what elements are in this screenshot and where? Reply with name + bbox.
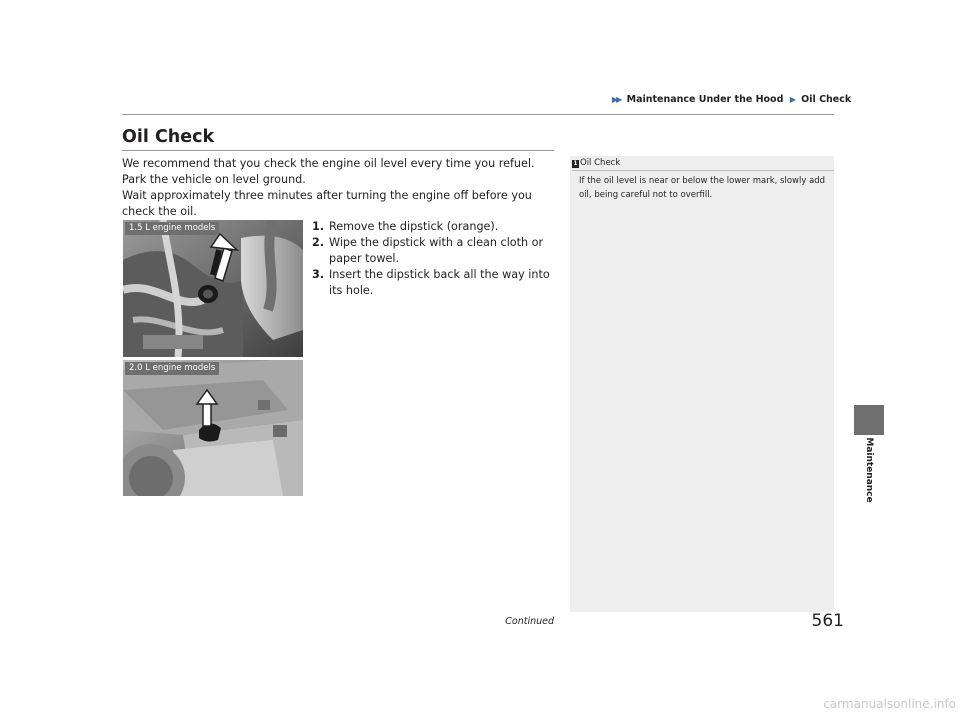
page-number: 561	[811, 611, 844, 631]
step-list	[312, 219, 556, 299]
step-item	[312, 235, 556, 267]
note-panel	[570, 156, 834, 612]
step-text: Insert the dipstick back all the way into its hole.	[329, 268, 550, 297]
step-text: Wipe the dipstick with a clean cloth or paper towel.	[329, 236, 544, 265]
section-tab-label: Maintenance	[864, 437, 874, 503]
section-tab	[854, 405, 884, 435]
step-text: Remove the dipstick (orange).	[329, 220, 499, 233]
breadcrumb-section: Maintenance Under the Hood	[626, 94, 784, 105]
intro-line: We recommend that you check the engine oil level every time you refuel.	[122, 157, 535, 170]
breadcrumb	[612, 94, 852, 105]
note-text: If the oil level is near or below the lower mark, slowly add oil, being careful not to overfill.	[579, 176, 826, 200]
intro-line: Wait approximately three minutes after turning the engine off before you check the oil.	[122, 189, 532, 218]
engine-photo-dipstick-arrow-icon	[123, 220, 303, 357]
note-title: Oil Check	[580, 158, 621, 168]
step-number: 3.	[312, 268, 325, 281]
watermark: carmanualsonline.info	[823, 697, 956, 711]
step-number: 2.	[312, 236, 325, 249]
breadcrumb-page: Oil Check	[801, 94, 852, 105]
title-divider	[122, 150, 554, 151]
header-divider	[122, 114, 834, 115]
step-item	[312, 267, 556, 299]
breadcrumb-arrows-icon: ▶▶	[612, 95, 621, 104]
step-item	[312, 219, 556, 235]
reference-mark-icon: 1	[573, 160, 578, 167]
note-heading	[572, 158, 834, 168]
engine-label: 2.0 L engine models	[125, 362, 219, 375]
intro-text	[122, 156, 556, 220]
note-divider	[572, 170, 834, 171]
intro-line: Park the vehicle on level ground.	[122, 173, 306, 186]
engine-photo-1-5l	[123, 220, 303, 357]
page-title: Oil Check	[122, 127, 215, 147]
continued-label: Continued	[505, 616, 554, 627]
breadcrumb-separator-icon: ▶	[789, 95, 796, 104]
engine-photo-dipstick-arrow-icon	[123, 360, 303, 496]
engine-photo-2-0l	[123, 360, 303, 496]
step-number: 1.	[312, 220, 325, 233]
engine-label: 1.5 L engine models	[125, 222, 219, 235]
